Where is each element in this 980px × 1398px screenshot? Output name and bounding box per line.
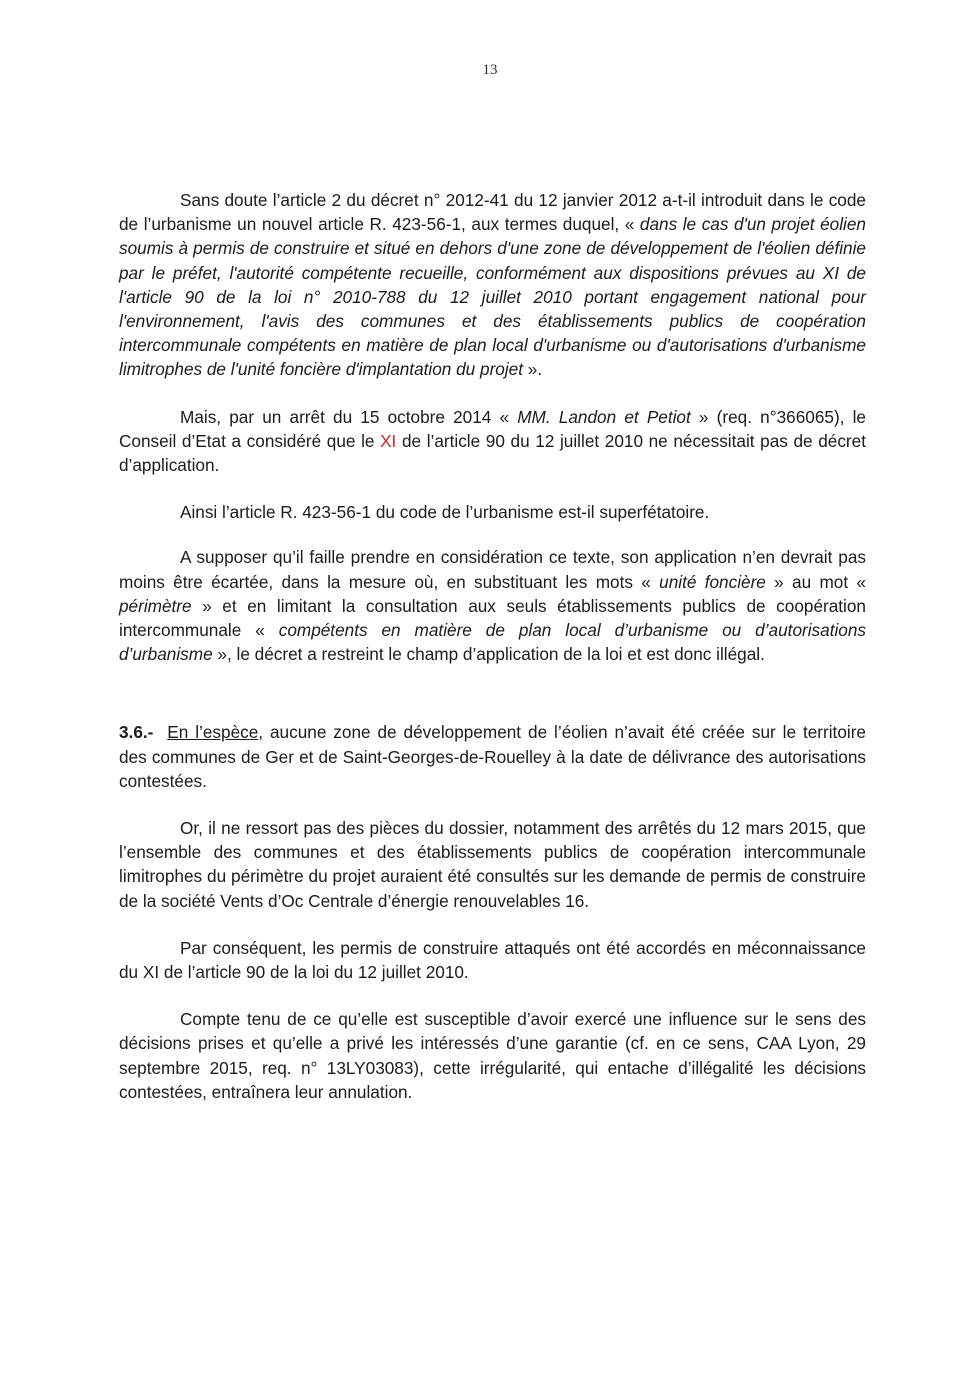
paragraph-text: Mais, par un arrêt du 15 octobre 2014 «	[180, 406, 518, 427]
quoted-article-text: dans le cas d'un projet éolien soumis à permis de construire et situé en dehors d'une zone de développement de l'éolien définie par le préfet, l'autorité compétente recueille, conformément aux dispositions prévues au XI de l'article 90 de la loi n° 2010-788 du 12 juillet 2010 portant engagement national pour l'environnement, l'avis des communes et des établissements publics de coopération intercommunale compétents en matière de plan local d'urbanisme ou d'autorisations d'urbanisme limitrophes de l'unité foncière d'implantation du projet	[119, 214, 866, 380]
paragraph-decree-article	[119, 188, 866, 382]
highlighted-reference: XI	[380, 430, 397, 451]
quoted-term: unité foncière	[659, 571, 766, 592]
case-name: MM. Landon et Petiot	[517, 406, 691, 427]
paragraph-text: de l’article 90 du 12 juillet 2010 ne nécessitait pas de décret d’application.	[119, 430, 866, 476]
paragraph-text: », le décret a restreint le champ d’application de la loi et est donc illégal.	[212, 644, 765, 665]
paragraph-text: ».	[523, 359, 543, 380]
paragraph-superfetatoire: Ainsi l’article R. 423-56-1 du code de l’urbanisme est-il superfétatoire.	[180, 502, 710, 523]
paragraph-illegal	[119, 545, 866, 666]
quoted-term: périmètre	[119, 595, 192, 616]
paragraph-text: » au mot «	[765, 571, 866, 592]
paragraph-text: » et en limitant la consultation aux seuls établissements publics de coopération intercommunale «	[119, 595, 866, 641]
paragraph-text: Sans doute l’article 2 du décret n° 2012-41 du 12 janvier 2012 a-t-il introduit dans le code de l’urbanisme un nouvel article R. 423-56-1, aux termes duquel, «	[119, 190, 866, 235]
paragraph-text: » (req. n°366065), le Conseil d’Etat a considéré que le	[119, 406, 866, 451]
quoted-term: compétents en matière de plan local d’urbanisme ou d’autorisations d’urbanisme	[119, 620, 867, 665]
paragraph-conclusion: Compte tenu de ce qu’elle est susceptible d’avoir exercé une influence sur le sens des décisions prises et qu’elle a privé les intéressés d’une garantie (cf. en ce sens, CAA Lyon, 29 septembre 2015, req. n° 13LY03083), cette irrégularité, qui entache d’illégalité les décisions contestées, entraînera leur annulation.	[119, 1009, 866, 1102]
paragraph-text: , aucune zone de développement de l’éolien n’avait été créée sur le territoire des communes de Ger et de Saint-Georges-de-Rouelley à la date de délivrance des autorisations contestées.	[119, 722, 866, 791]
paragraph-conseil-etat	[119, 405, 866, 478]
paragraph-text: A supposer qu’il faille prendre en considération ce texte, son application n’en devrait pas moins être écartée, dans la mesure où, en substituant les mots «	[119, 547, 866, 592]
paragraph-consequence: Par conséquent, les permis de construire attaqués ont été accordés en méconnaissance du XI de l’article 90 de la loi du 12 juillet 2010.	[119, 937, 866, 983]
section-lead: En l’espèce	[167, 722, 259, 743]
section-number: 3.6.-	[119, 722, 154, 743]
paragraph-section-3-6	[119, 720, 866, 793]
document-body	[119, 188, 866, 1104]
page-number: 13	[482, 62, 498, 78]
paragraph-consultation: Or, il ne ressort pas des pièces du dossier, notamment des arrêtés du 12 mars 2015, que l’ensemble des communes et des établissements publics de coopération intercommunale limitrophes du périmètre du projet auraient été consultés sur les demande de permis de construire de la société Vents d’Oc Centrale d’énergie renouvelables 16.	[119, 818, 866, 911]
